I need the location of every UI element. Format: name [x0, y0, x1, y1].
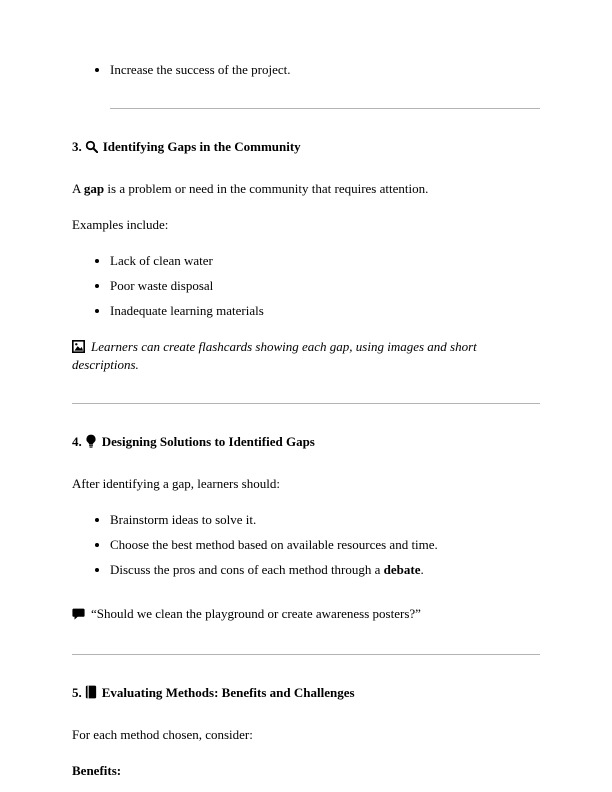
- section-4-heading: [72, 434, 540, 452]
- section-title: Designing Solutions to Identified Gaps: [101, 434, 315, 449]
- section-title: Identifying Gaps in the Community: [102, 139, 301, 154]
- magnifier-icon: [85, 140, 98, 157]
- activity-note: [72, 339, 540, 373]
- section-5-heading: [72, 685, 540, 703]
- section-3-heading: [72, 139, 540, 157]
- notebook-icon: [85, 685, 97, 703]
- text-run: .: [420, 562, 424, 577]
- steps-list: [72, 512, 540, 578]
- list-item: • Brainstorm ideas to solve it.: [110, 512, 540, 528]
- framed-picture-icon: [72, 340, 85, 357]
- text-run-bold: debate: [383, 562, 421, 577]
- intro-bullet-list: [72, 62, 540, 78]
- examples-label: Examples include:: [72, 217, 169, 232]
- section-divider: [72, 403, 540, 404]
- debate-quote-text: “Should we clean the playground or create awareness posters?”: [91, 606, 421, 621]
- benefits-label: Benefits:: [72, 763, 122, 778]
- section-number: 3.: [72, 139, 82, 154]
- list-item: • Inadequate learning materials: [110, 303, 540, 319]
- section-4-lead: After identifying a gap, learners should:: [72, 476, 280, 491]
- text-run: is a problem or need in the community that requires attention.: [104, 181, 429, 196]
- text-run: Discuss the pros and cons of each method through a: [110, 562, 384, 577]
- debate-quote: [72, 606, 540, 624]
- gap-definition: [72, 181, 540, 197]
- lightbulb-icon: [85, 434, 97, 452]
- list-item: • Lack of clean water: [110, 253, 540, 269]
- text-run: A: [72, 181, 84, 196]
- section-title: Evaluating Methods: Benefits and Challenges: [101, 685, 355, 700]
- list-item: • Poor waste disposal: [110, 278, 540, 294]
- activity-note-text: Learners can create flashcards showing each gap, using images and short descriptions.: [72, 339, 477, 372]
- examples-list: [72, 253, 540, 319]
- list-item: [110, 562, 540, 578]
- list-item: • Increase the success of the project.: [110, 62, 540, 78]
- speech-bubble-icon: [72, 608, 85, 624]
- section-divider: [110, 108, 540, 109]
- section-divider: [72, 654, 540, 655]
- section-number: 4.: [72, 434, 82, 449]
- list-item: • Choose the best method based on available resources and time.: [110, 537, 540, 553]
- text-run-bold: gap: [83, 181, 105, 196]
- section-number: 5.: [72, 685, 82, 700]
- section-5-lead: For each method chosen, consider:: [72, 727, 253, 742]
